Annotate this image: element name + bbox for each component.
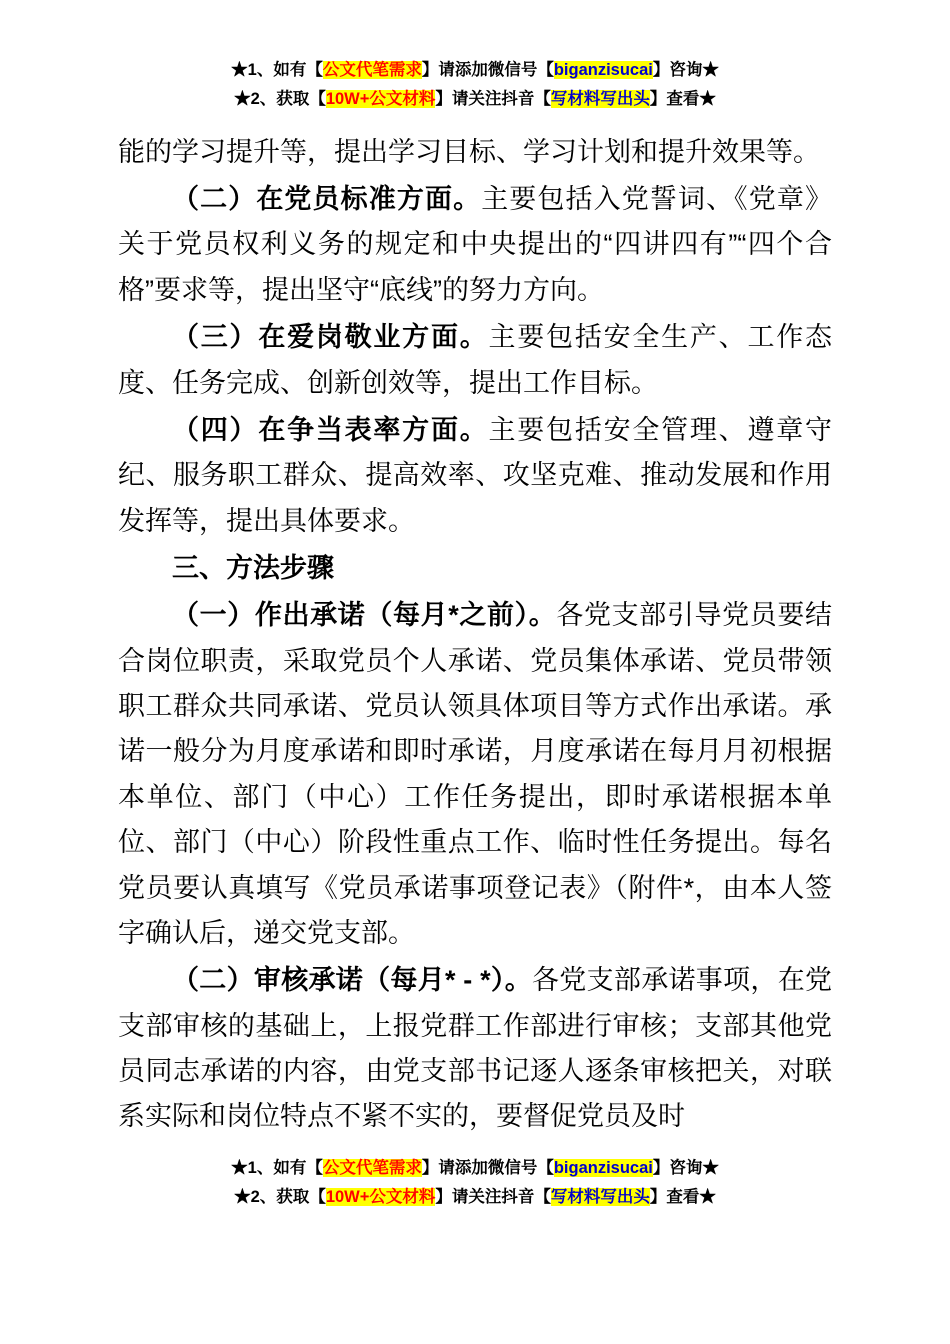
section-paragraph-2 <box>118 177 832 313</box>
promo-bottom-line2-highlight-1: 10W+公文材料 <box>325 1187 436 1206</box>
promo-banner-line-2 <box>118 85 832 114</box>
step-text-1: 各党支部引导党员要结合岗位职责，采取党员个人承诺、党员集体承诺、党员带领职工群众共同承诺、党员认领具体项目等方式作出承诺。承诺一般分为月度承诺和即时承诺，月度承诺在每月月初根据本单位、部门（中心）工作任务提出，即时承诺根据本单位、部门（中心）阶段性重点工作、临时性任务提出。每名党员要认真填写《党员承诺事项登记表》（附件*，由本人签字确认后，递交党支部。 <box>118 600 832 948</box>
promo-banner-bottom-line-1 <box>118 1154 832 1183</box>
promo-bottom-line1-highlight-1: 公文代笔需求 <box>322 1158 422 1177</box>
promo-line2-middle: 请关注抖音 <box>451 89 535 108</box>
section-text-2: 主要包括入党誓词、《党章》关于党员权利义务的规定和中央提出的“四讲四有”“四个合格”要求等，提出坚守“底线”的努力方向。 <box>118 184 833 305</box>
section-text-4: 主要包括安全管理、遵章守纪、服务职工群众、提高效率、攻坚克难、推动发展和作用发挥等，提出具体要求。 <box>118 414 832 536</box>
promo-line1-bracket-open-2: 【 <box>537 61 554 79</box>
promo-banner-bottom-line-2 <box>118 1183 832 1212</box>
promo-line1-middle: 请添加微信号 <box>438 61 538 79</box>
promo-bottom-line1-bracket-open-2: 【 <box>537 1158 554 1177</box>
promo-line1-prefix: ★1、如有 <box>231 61 307 79</box>
promo-bottom-line2-bracket-close-1: 】 <box>435 1187 452 1206</box>
section-label-4: （四）在争当表率方面。 <box>172 414 489 445</box>
promo-bottom-line1-bracket-close-1: 】 <box>421 1158 439 1177</box>
step-paragraph-1 <box>118 593 832 956</box>
promo-bottom-line2-bracket-open-1: 【 <box>309 1187 326 1206</box>
promo-bottom-line1-bracket-open-1: 【 <box>306 1158 323 1177</box>
document-body <box>118 130 832 1140</box>
promo-line1-bracket-open-1: 【 <box>306 61 323 79</box>
section-paragraph-3 <box>118 315 832 406</box>
section-text-3: 主要包括安全生产、工作态度、任务完成、创新创效等，提出工作目标。 <box>118 322 832 398</box>
section-paragraph-4 <box>118 408 832 544</box>
section-label-3: （三）在爱岗敬业方面。 <box>172 322 489 353</box>
promo-bottom-line2-bracket-open-2: 【 <box>534 1187 551 1206</box>
heading-three-methods: 三、方法步骤 <box>172 552 334 583</box>
promo-line2-bracket-close-2: 】 <box>649 89 667 108</box>
step-label-1: （一）作出承诺（每月*之前）。 <box>172 600 557 631</box>
promo-line1-highlight-2: biganzisucai <box>553 61 653 79</box>
promo-bottom-line1-bracket-close-2: 】 <box>652 1158 670 1177</box>
promo-line2-highlight-2: 写材料写出头 <box>550 89 650 108</box>
promo-bottom-line2-middle: 请关注抖音 <box>451 1187 535 1206</box>
promo-bottom-line2-suffix: 查看★ <box>666 1187 716 1206</box>
promo-line2-highlight-1: 10W+公文材料 <box>325 89 436 108</box>
promo-bottom-line1-prefix: ★1、如有 <box>231 1158 307 1177</box>
promo-bottom-line2-prefix: ★2、获取 <box>234 1187 310 1206</box>
promo-line1-bracket-close-1: 】 <box>421 61 439 79</box>
step-paragraph-2 <box>118 958 832 1139</box>
promo-line1-suffix: 咨询★ <box>669 61 719 79</box>
promo-bottom-line2-highlight-2: 写材料写出头 <box>550 1187 650 1206</box>
promo-bottom-line1-highlight-2: biganzisucai <box>553 1158 653 1177</box>
paragraph-continued: 能的学习提升等，提出学习目标、学习计划和提升效果等。 <box>118 136 820 167</box>
section-label-2: （二）在党员标准方面。 <box>172 184 482 215</box>
promo-line2-bracket-open-1: 【 <box>309 89 326 108</box>
promo-bottom-line2-bracket-close-2: 】 <box>649 1187 667 1206</box>
promo-line2-bracket-close-1: 】 <box>435 89 452 108</box>
promo-banner-bottom <box>118 1154 832 1212</box>
promo-line1-highlight-1: 公文代笔需求 <box>322 61 422 79</box>
promo-line2-bracket-open-2: 【 <box>534 89 551 108</box>
promo-bottom-line1-suffix: 咨询★ <box>669 1158 719 1177</box>
promo-line1-bracket-close-2: 】 <box>652 61 670 79</box>
promo-line2-suffix: 查看★ <box>666 89 716 108</box>
promo-banner-top <box>118 56 832 114</box>
promo-banner-line-1 <box>118 56 832 85</box>
step-text-2: 各党支部承诺事项，在党支部审核的基础上，上报党群工作部进行审核；支部其他党员同志承诺的内容，由党支部书记逐人逐条审核把关，对联系实际和岗位特点不紧不实的，要督促党员及时 <box>118 965 832 1132</box>
promo-line2-prefix: ★2、获取 <box>234 89 310 108</box>
step-label-2: （二）审核承诺（每月* - *）。 <box>172 965 532 996</box>
promo-bottom-line1-middle: 请添加微信号 <box>438 1158 538 1177</box>
